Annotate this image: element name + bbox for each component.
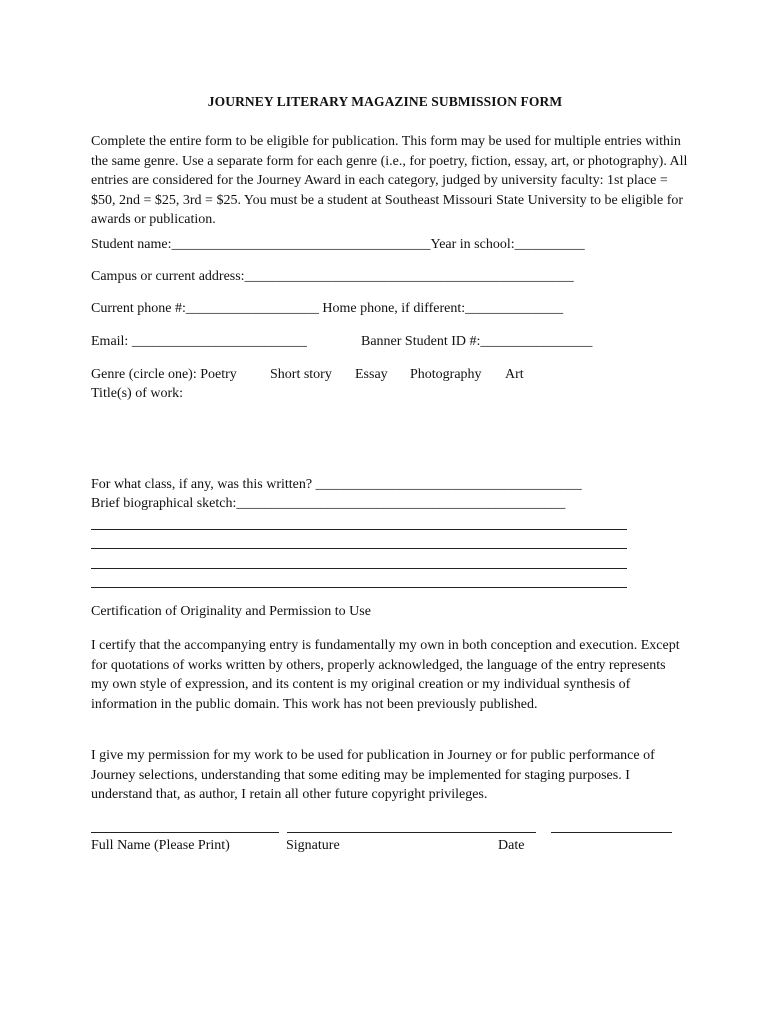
banner-id-field[interactable]: Banner Student ID #:________________ bbox=[361, 334, 593, 349]
full-name-signature-line[interactable] bbox=[91, 832, 279, 833]
date-label: Date bbox=[498, 838, 525, 853]
bio-sketch-line[interactable] bbox=[91, 548, 627, 549]
bio-sketch-line[interactable] bbox=[91, 587, 627, 588]
genre-label: Genre (circle one): Poetry bbox=[91, 367, 237, 382]
bio-sketch-line[interactable] bbox=[91, 529, 627, 530]
genre-option-short-story[interactable]: Short story bbox=[270, 367, 332, 382]
bio-sketch-field[interactable]: Brief biographical sketch:_______________________________________________ bbox=[91, 496, 566, 511]
date-signature-line[interactable] bbox=[551, 832, 672, 833]
genre-option-photography[interactable]: Photography bbox=[410, 367, 482, 382]
genre-option-essay[interactable]: Essay bbox=[355, 367, 388, 382]
certification-heading: Certification of Originality and Permission to Use bbox=[91, 604, 371, 619]
intro-paragraph: Complete the entire form to be eligible for publication. This form may be used for multiple entries within the same genre. Use a separate form for each genre (i.e., for poetry, fiction, essay, art, or photography). All entries are considered for the Journey Award in each category, judged by university faculty: 1st place = $50, 2nd = $25, 3rd = $25. You must be a student at Southeast Missouri State University to be eligible for awards or publication. bbox=[91, 134, 688, 227]
genre-option-art[interactable]: Art bbox=[505, 367, 524, 382]
class-written-field[interactable]: For what class, if any, was this written? ______________________________________ bbox=[91, 477, 582, 492]
full-name-label: Full Name (Please Print) bbox=[91, 838, 230, 853]
signature-label: Signature bbox=[286, 838, 340, 853]
form-title: JOURNEY LITERARY MAGAZINE SUBMISSION FORM bbox=[207, 94, 563, 109]
signature-line[interactable] bbox=[287, 832, 536, 833]
student-name-field[interactable]: Student name:_____________________________________Year in school:__________ bbox=[91, 237, 585, 252]
campus-address-field[interactable]: Campus or current address:_______________________________________________ bbox=[91, 269, 574, 284]
titles-of-work-label[interactable]: Title(s) of work: bbox=[91, 386, 184, 401]
certification-paragraph-2: I give my permission for my work to be used for publication in Journey or for public performance of Journey selections, understanding that some editing may be implemented for staging purposes. I understand that, as author, I retain all other future copyright privileges. bbox=[91, 748, 655, 802]
certification-paragraph-1: I certify that the accompanying entry is fundamentally my own in both conception and execution. Except for quotations of works written by others, properly acknowledged, the language of the entry represents my own style of expression, and its content is my original creation or my individual synthesis of information in the public domain. This work has not been previously published. bbox=[91, 638, 680, 712]
phone-fields[interactable]: Current phone #:___________________ Home phone, if different:______________ bbox=[91, 301, 564, 316]
bio-sketch-line[interactable] bbox=[91, 568, 627, 569]
email-field[interactable]: Email: _________________________ bbox=[91, 334, 307, 349]
